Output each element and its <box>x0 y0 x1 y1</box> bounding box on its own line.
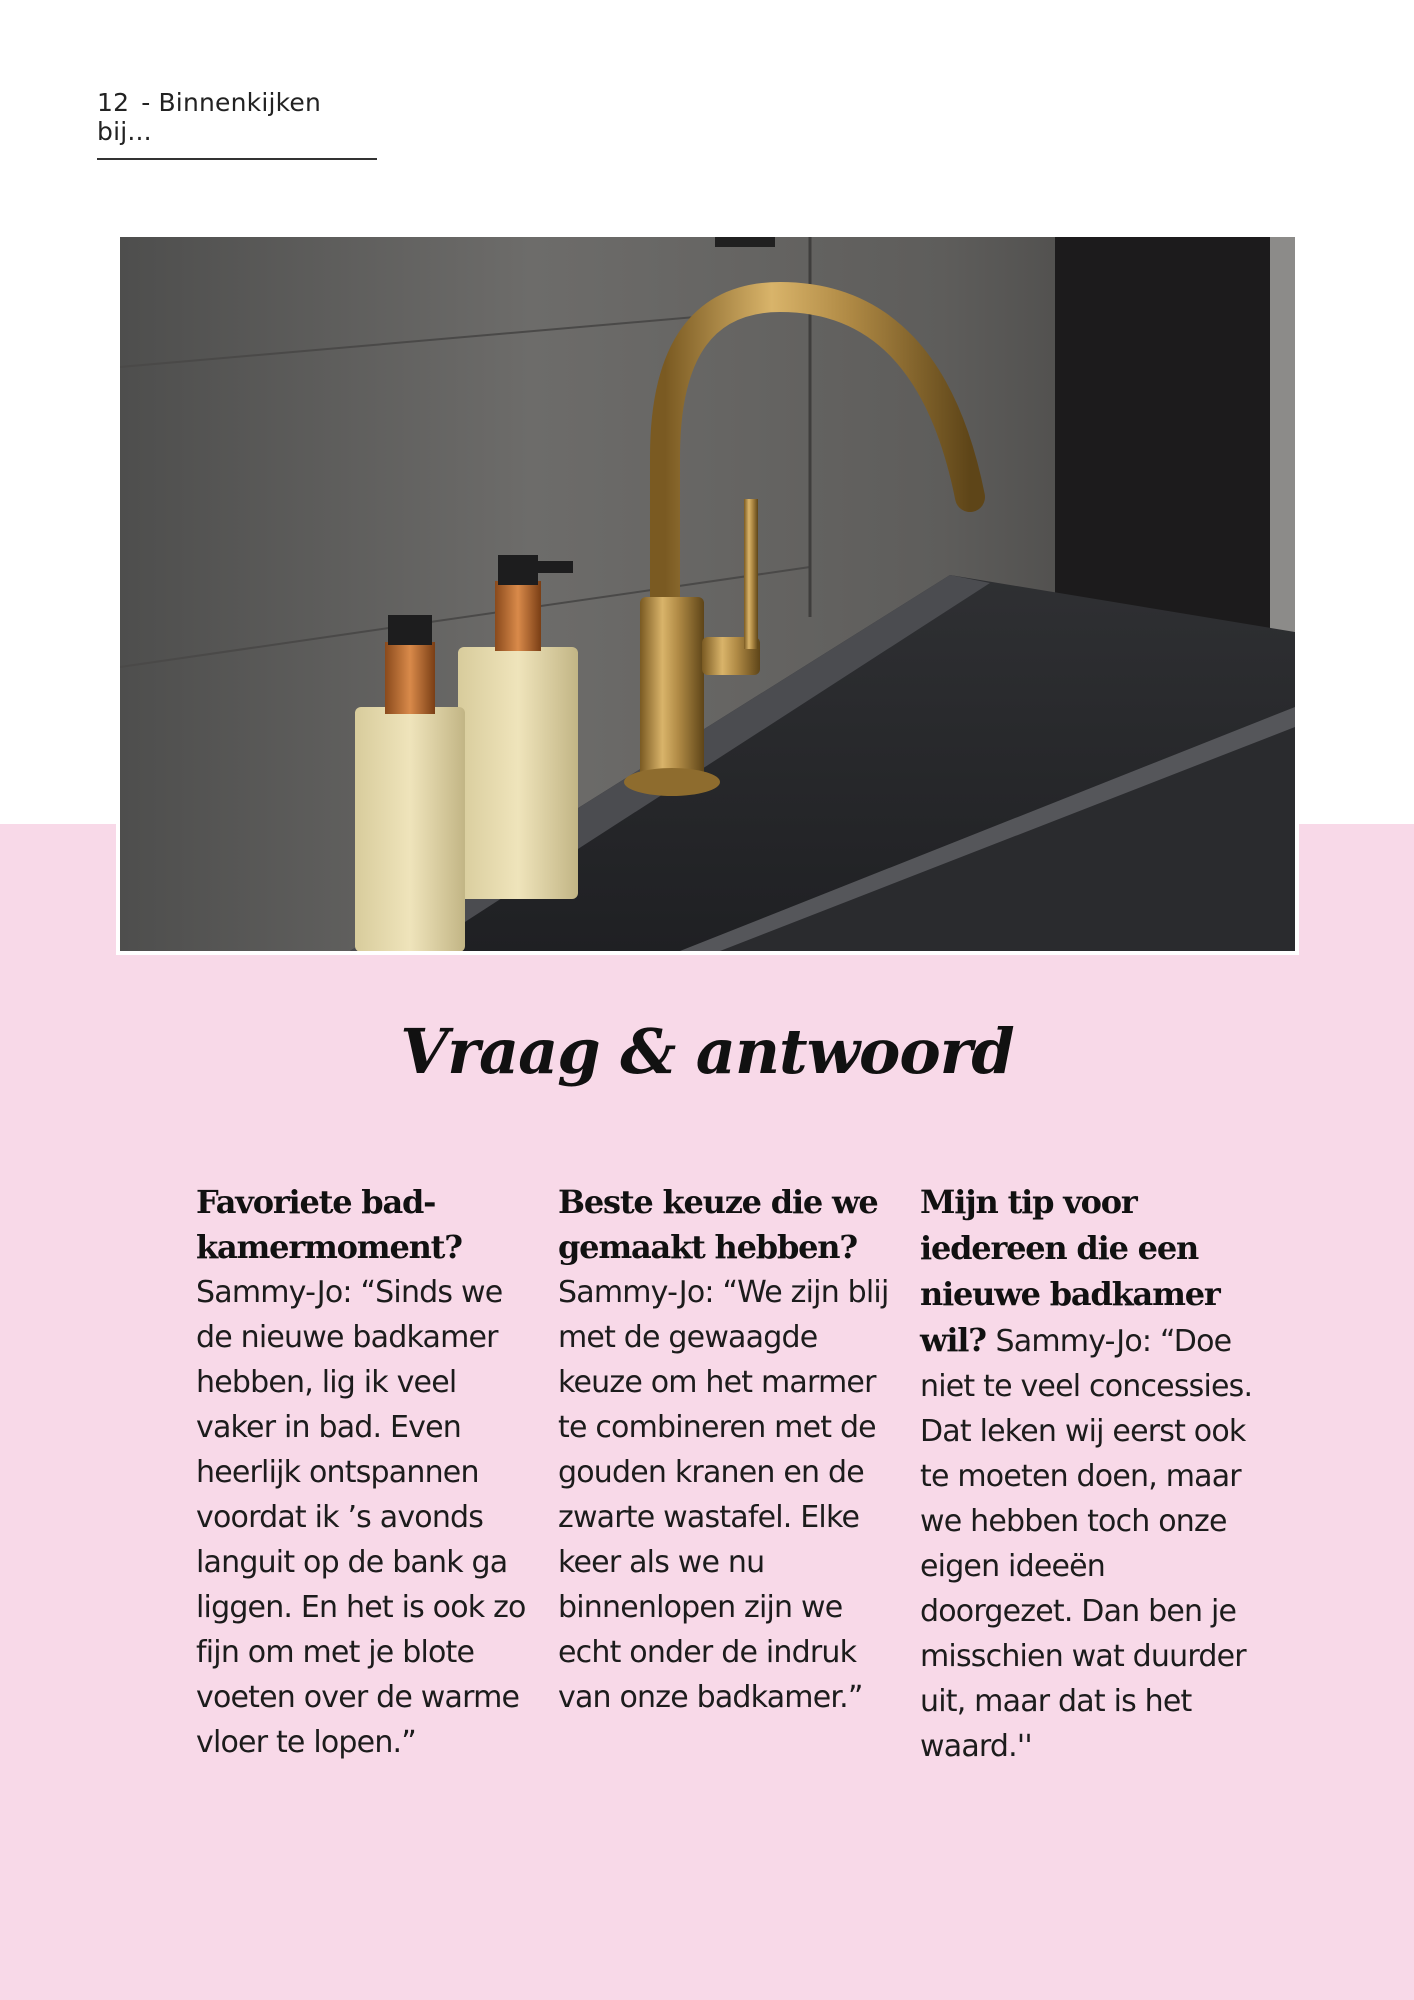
qa-column-3 <box>920 1180 1255 1769</box>
question-1: Favoriete bad-kamermoment? <box>196 1183 462 1266</box>
running-head <box>97 88 377 160</box>
answer-3: Sammy-Jo: “Doe niet te veel concessies. Dat leken wij eerst ook te moeten doen, maar we hebben toch onze eigen ideeën doorgezet. Dan ben je misschien wat duurder uit, maar dat is het waard.'' <box>920 1324 1253 1764</box>
answer-1: Sammy-Jo: “Sinds we de nieuwe badkamer hebben, lig ik veel vaker in bad. Even heerlijk ontspannen voordat ik ’s avonds languit op de bank ga liggen. En het is ook zo fijn om met je blote voeten over de warme vloer te lopen.” <box>196 1275 526 1760</box>
header-separator: - <box>141 88 151 117</box>
qa-column-2 <box>558 1180 893 1720</box>
question-2: Beste keuze die we gemaakt hebben? <box>558 1183 878 1266</box>
qa-column-1 <box>196 1180 531 1765</box>
question-3: Mijn tip voor iedereen die een nieuwe badkamer wil? <box>920 1183 1220 1359</box>
section-title: Vraag & antwoord <box>400 1015 1014 1088</box>
section-name: Binnenkijken bij... <box>97 88 322 146</box>
page-number: 12 <box>97 88 130 117</box>
answer-2: Sammy-Jo: “We zijn blij met de gewaagde keuze om het marmer te combineren met de gouden kranen en de zwarte wastafel. Elke keer als we nu binnenlopen zijn we echt onder de indruk van onze badkamer.” <box>558 1275 889 1715</box>
bathroom-sink-photo <box>116 233 1299 955</box>
